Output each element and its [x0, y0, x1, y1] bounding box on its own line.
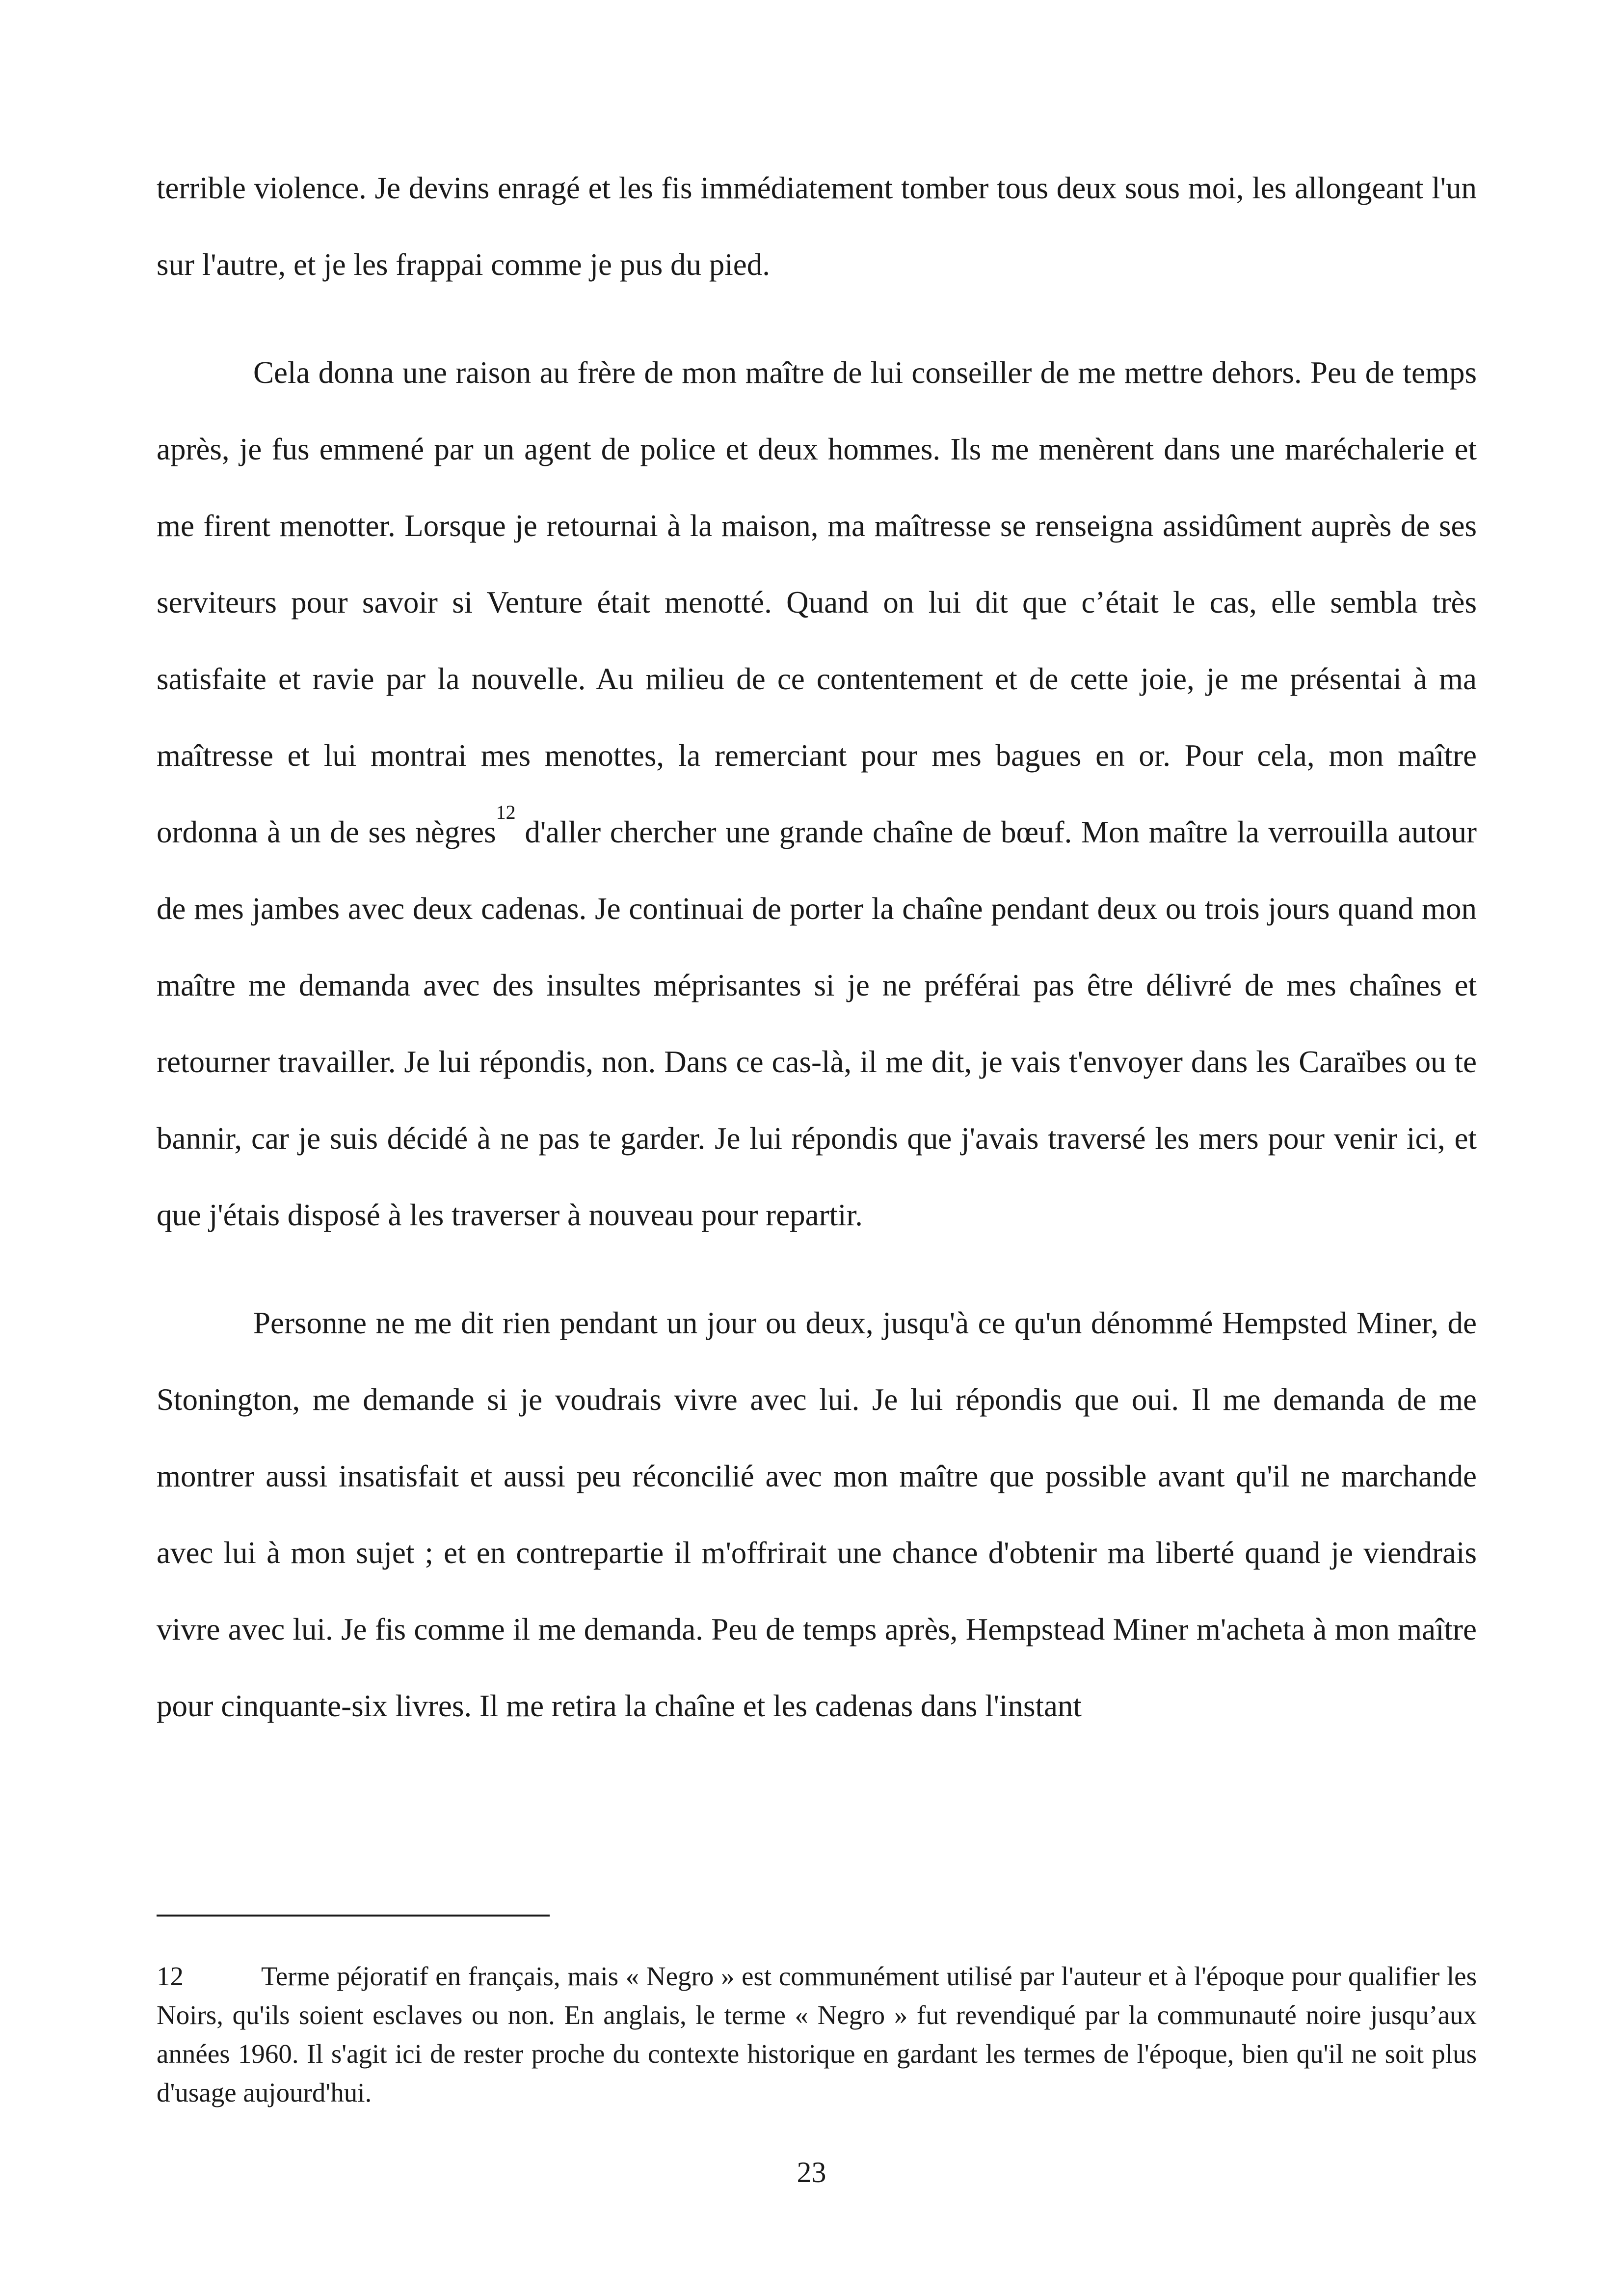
page-number: 23: [797, 2156, 826, 2188]
footnote-number: 12: [157, 1961, 184, 1991]
paragraph-2-text-continued: d'aller chercher une grande chaîne de bœuf. Mon maître la verrouilla autour de mes jambes avec deux cadenas. Je continuai de porter la chaîne pendant deux ou trois jours quand mon maître me demanda avec des insultes méprisantes si je ne préférai pas être délivré de mes chaînes et retourner travailler. Je lui répondis, non. Dans ce cas-là, il me dit, je vais t'envoyer dans les Caraïbes ou te bannir, car je suis décidé à ne pas te garder. Je lui répondis que j'avais traversé les mers pour venir ici, et que j'étais disposé à les traverser à nouveau pour repartir.: [157, 815, 1477, 1232]
footnote-reference[interactable]: 12: [496, 801, 516, 823]
paragraph-3: [157, 1285, 1477, 1744]
paragraph-2: [157, 334, 1477, 1253]
paragraph-2-text: Cela donna une raison au frère de mon maître de lui conseiller de me mettre dehors. Peu de temps après, je fus emmené par un agent de police et deux hommes. Ils me menèrent dans une maréchalerie et me firent menotter. Lorsque je retournai à la maison, ma maîtresse se renseigna assidûment auprès de ses serviteurs pour savoir si Venture était menotté. Quand on lui dit que c’était le cas, elle sembla très satisfaite et ravie par la nouvelle. Au milieu de ce contentement et de cette joie, je me présentai à ma maîtresse et lui montrai mes menottes, la remerciant pour mes bagues en or. Pour cela, mon maître ordonna à un de ses nègres: [157, 355, 1477, 849]
footnote-text: Terme péjoratif en français, mais « Negro » est communément utilisé par l'auteur et à l'époque pour qualifier les Noirs, qu'ils soient esclaves ou non. En anglais, le terme « Negro » fut revendiqué par la communauté noire jusqu’aux années 1960. Il s'agit ici de rester proche du contexte historique en gardant les termes de l'époque, bien qu'il ne soit plus d'usage aujourd'hui.: [157, 1961, 1477, 2107]
body-text: [157, 150, 1477, 1744]
footnote: [157, 1957, 1477, 2112]
paragraph-1-text: terrible violence. Je devins enragé et les fis immédiatement tomber tous deux sous moi, les allongeant l'un sur l'autre, et je les frappai comme je pus du pied.: [157, 171, 1477, 282]
paragraph-1: [157, 150, 1477, 303]
footnote-separator: [157, 1915, 550, 1917]
paragraph-3-text: Personne ne me dit rien pendant un jour ou deux, jusqu'à ce qu'un dénommé Hempsted Miner, de Stonington, me demande si je voudrais vivre avec lui. Je lui répondis que oui. Il me demanda de me montrer aussi insatisfait et aussi peu réconcilié avec mon maître que possible avant qu'il ne marchande avec lui à mon sujet ; et en contrepartie il m'offrirait une chance d'obtenir ma liberté quand je viendrais vivre avec lui. Je fis comme il me demanda. Peu de temps après, Hempstead Miner m'acheta à mon maître pour cinquante-six livres. Il me retira la chaîne et les cadenas dans l'instant: [157, 1306, 1477, 1723]
